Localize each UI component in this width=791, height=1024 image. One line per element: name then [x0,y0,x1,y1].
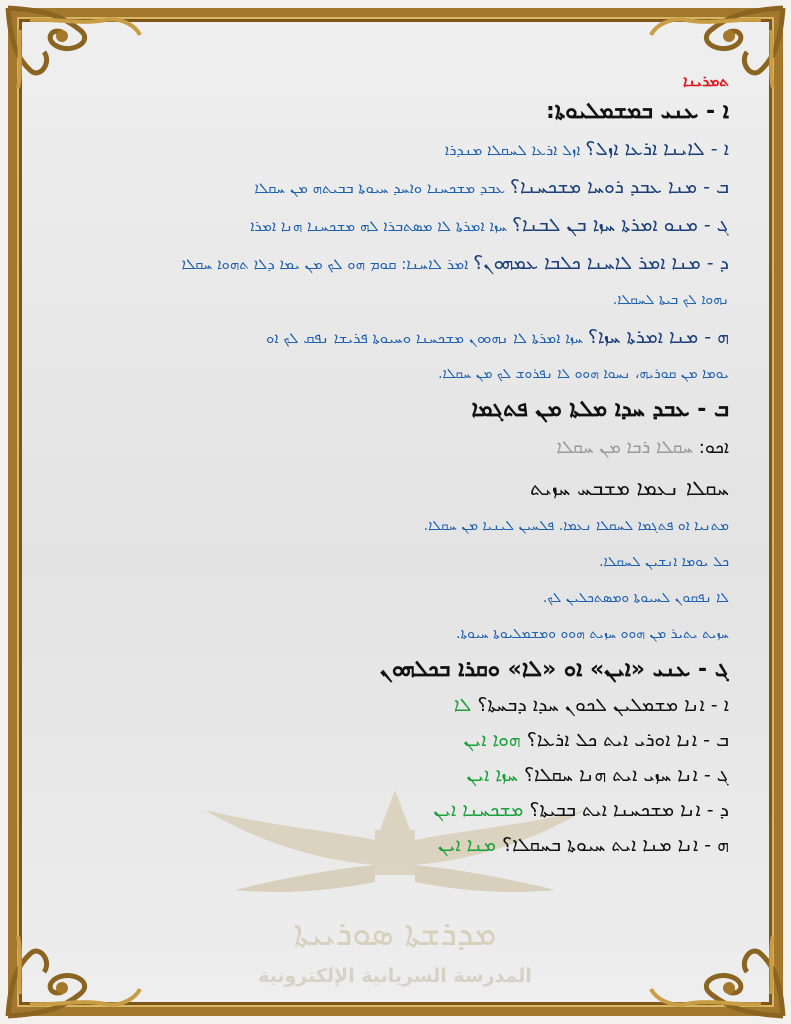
section-title-1: ܐ - ܥܢܝ ܒܡܫܡܠܝܘܬܐ: [545,99,729,124]
question-text: ܗ - ܡܢܐ ܐܡܪܬܐ ܚܙܐ؟ [587,326,729,348]
corner-ornament-icon [641,929,791,1024]
worksheet-content [60,68,729,863]
answer-text: ܡܫܟܚܢܐ ܐܝܢ [433,799,524,821]
answer-text: ܚܙܐ ܐܝܢ [466,764,518,786]
question-row [60,206,729,244]
watermark-text: المدرسة السريانية الإلكترونية [258,965,532,987]
question-text: ܕ - ܡܢܐ ܐܡܪ ܠܐܚܢܐ ܟܠܒܐ ܥܡܗܘܢ؟ [473,252,729,274]
corner-ornament-icon [0,929,150,1024]
page-title: ܬܡܪܝܢܐ [683,72,729,90]
answer-text: ܐܡܪ ܠܐܚܢܐ: ܩܘܡ ܗܘ ܠܟ ܡܢ ܝܡܐ ܕܠܐ ܬܗܘܐ ܚܩܠܐ [181,255,469,273]
question-text: ܒ - ܡܢܐ ܥܒܕ ܪܘܚܐ ܡܫܟܚܢܐ؟ [509,176,729,198]
answer-text: ܚܙܐ ܐܡܪܬܐ ܠܐ ܡܣܬܒܪܐ ܠܗ ܡܫܟܚܢܐ ܗܢܐ ܐܡܪܐ [250,217,508,235]
example-label: ܐܟܘ: [698,437,729,458]
yes-no-row [60,688,729,723]
question-text: ܓ - ܡܢܘ ܐܡܪܬܐ ܚܙܐ ܒܢ ܠܒܢܐ؟ [511,214,729,236]
question-text: ܐ - ܐܢܐ ܡܫܡܠܝܢ ܠܟܘܢ ܚܕܐ ܕܒܚܬܐ؟ [477,694,729,716]
question-text: ܒ - ܐܢܐ ܐܘܪܝ ܐܝܬ ܟܠ ܐܪܥܐ؟ [526,729,729,751]
question-text: ܕ - ܐܢܐ ܡܫܟܚܢܐ ܐܝܬ ܒܒܝܬܐ؟ [529,799,729,821]
answer-continuation: ܢܗܘܐ ܠܟ ܒܝܬܐ ܠܚܩܠܐ. [612,292,729,308]
question-row [60,244,729,282]
yes-no-row [60,723,729,758]
answer-text: ܥܒܕ ܡܫܟܚܢܐ ܘܐܚܕ ܚܝܘܬܐ ܒܒܝܬܗ ܡܢ ܚܩܠܐ [254,179,506,197]
answer-text: ܡܢܐ ܐܝܢ [437,834,496,856]
question-text: ܗ - ܐܢܐ ܡܢܐ ܐܝܬ ܚܝܘܬܐ ܒܚܩܠܐ؟ [501,834,729,856]
answer-continuation: ܝܘܡܐ ܡܢ ܩܘܪܝܗ، ܢܚܘܐ ܗܘܘ ܠܐ ܢܦܪܘܫ ܠܟ ܡܢ ܚܩܠܐ. [438,366,729,382]
note-line: ܠܐ ܢܦܩܘܢ ܠܚܝܘܬܐ ܘܡܣܬܟܠܝܢ ܠܟ. [542,590,729,606]
yes-no-row [60,793,729,828]
question-row [60,318,729,356]
section-title-3: ܓ - ܥܢܝ «ܐܝܢ» ܐܘ «ܠܐ» ܘܩܪܐ ܒܟܠܗܘܢ [379,657,729,682]
yes-no-row [60,758,729,793]
answer-text: ܚܙܐ ܐܡܪܬܐ ܠܐ ܢܗܘܘܢ ܡܫܟܚܢܐ ܘܚܝܘܬܐ ܦܪܝܫܐ ܢܦܩ ܠܟ ܐܘ [266,329,584,347]
question-text: ܐ - ܠܐܝܢܐ ܐܪܥܐ ܐܙܠ؟ [585,138,729,160]
section-title-2: ܒ - ܥܒܕ ܚܕܐ ܡܠܬܐ ܡܢ ܦܬܓܡܐ [471,397,729,422]
question-row [60,168,729,206]
example-text: ܚܩܠܐ ܪܒܐ ܡܢ ܚܩܠܐ [556,437,694,458]
note-line: ܡܬܢܝܐ ܐܘ ܦܬܓܡܐ ܠܚܩܠܐ ܢܥܡܐ. ܦܠܚܝܢ ܠܝܢܝܐ ܡܢ ܚܩܠܐ. [423,518,729,534]
yes-no-row [60,828,729,863]
question-text: ܓ - ܐܢܐ ܚܙܝ ܐܝܬ ܗܢܐ ܚܩܠܐ؟ [523,764,729,786]
example-row [60,428,729,468]
question-row [60,130,729,168]
note-line: ܚܙܝܬ ܝܬܝܪ ܡܢ ܗܘܘ ܚܙܝܬ ܗܘܘ ܘܡܫܡܠܝܘܬܐ ܚܝܘܬܐ. [456,626,729,642]
example-answer: ܚܩܠܐ ܢܥܡܐ ܡܫܒܚ ܚܙܝܬ [530,476,729,500]
answer-text: ܠܐ [453,694,472,716]
note-line: ܟܠ ܝܘܡܐ ܐܢܫܝܢ ܠܚܩܠܐ. [599,554,729,570]
watermark-syriac: ܡܕܪܫܬܐ ܣܘܪܝܝܬܐ [293,914,497,954]
answer-text: ܗܘܐ ܐܝܢ [463,729,521,751]
answer-text: ܐܙܠ ܐܪܥܐ ܠܚܩܠܐ ܡܢܕܪܐ [444,141,581,159]
